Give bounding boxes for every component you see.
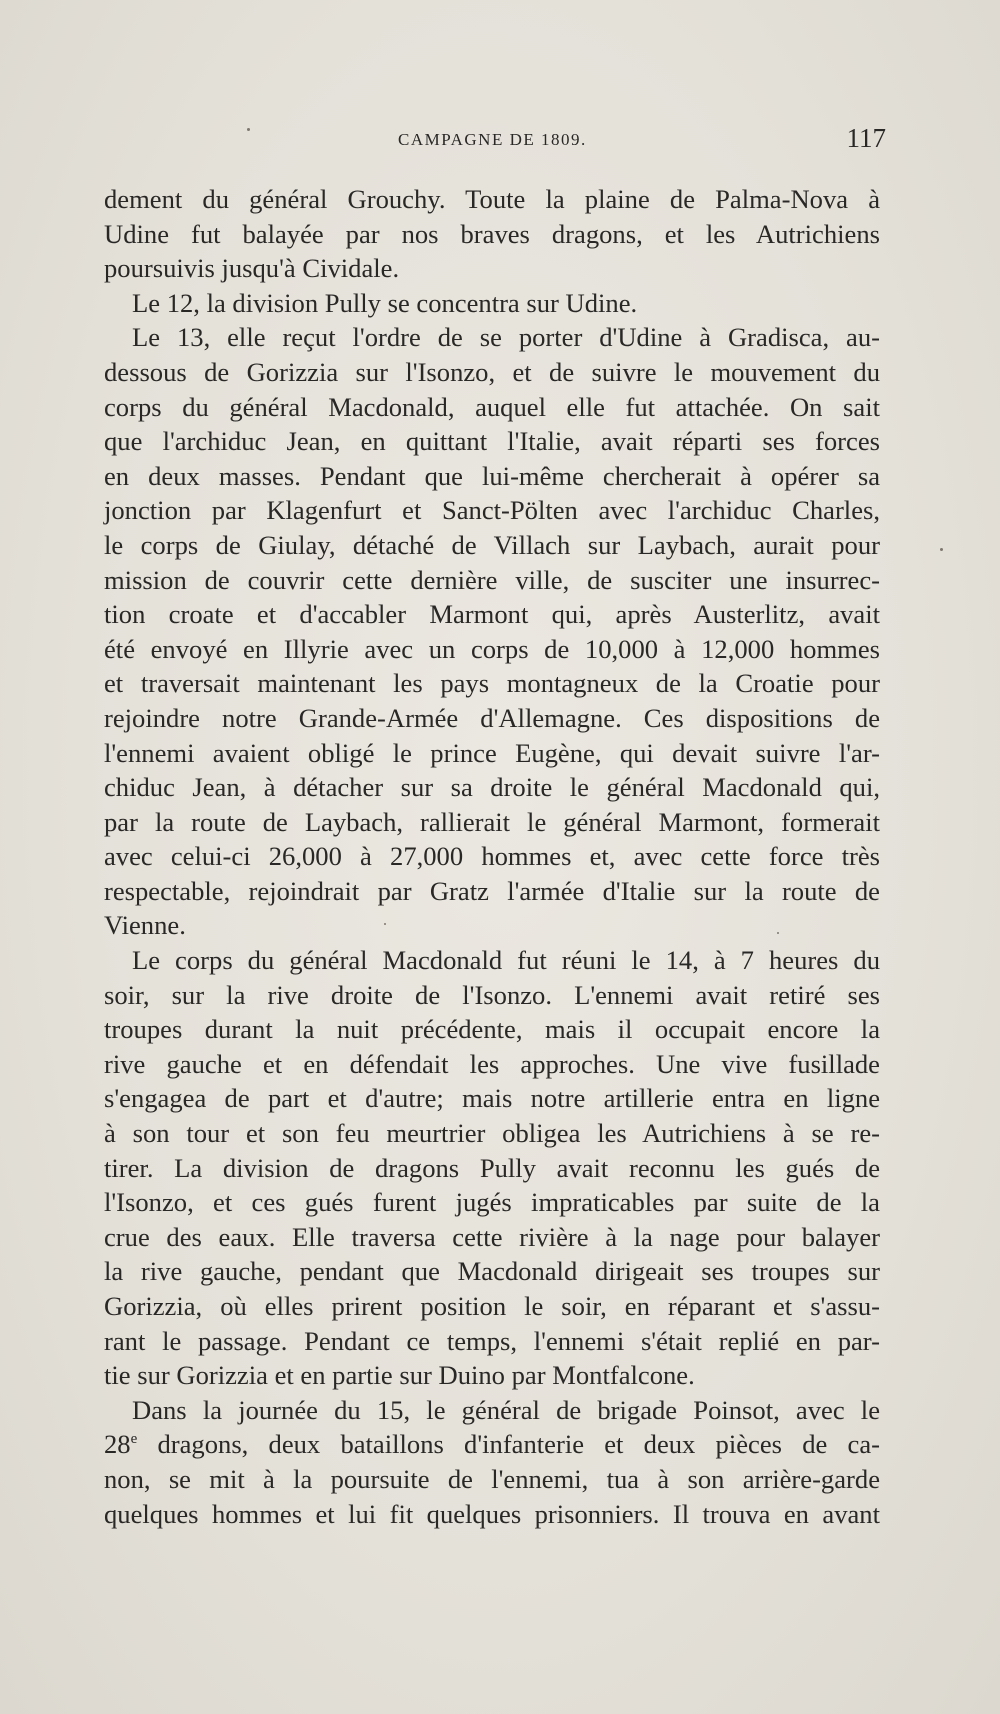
- text-line: tion croate et d'accabler Marmont qui, après Austerlitz, avait: [104, 599, 880, 630]
- text-line: soir, sur la rive droite de l'Isonzo. L'ennemi avait retiré ses: [104, 979, 880, 1010]
- text-line: tie sur Gorizzia et en partie sur Duino par Montfalcone.: [104, 1360, 695, 1391]
- text-line: s'engagea de part et d'autre; mais notre artillerie entra en ligne: [104, 1083, 880, 1114]
- text-line: Udine fut balayée par nos braves dragons, et les Autrichiens: [104, 218, 880, 249]
- text-line: et traversait maintenant les pays montagneux de la Croatie pour: [104, 668, 880, 699]
- line-rest-text: dragons, deux bataillons d'infanterie et deux pièces de ca-: [137, 1429, 880, 1460]
- page-header: [104, 123, 886, 158]
- text-line: par la route de Laybach, rallierait le général Marmont, formerait: [104, 806, 880, 837]
- text-line: tirer. La division de dragons Pully avait reconnu les gués de: [104, 1152, 880, 1183]
- text-line: Dans la journée du 15, le général de brigade Poinsot, avec le: [132, 1394, 880, 1425]
- text-line: crue des eaux. Elle traversa cette rivière à la nage pour balayer: [104, 1221, 880, 1252]
- text-line: troupes durant la nuit précédente, mais il occupait encore la: [104, 1014, 880, 1045]
- text-line: jonction par Klagenfurt et Sanct-Pölten avec l'archiduc Charles,: [104, 495, 880, 526]
- text-line: le corps de Giulay, détaché de Villach sur Laybach, aurait pour: [104, 529, 880, 560]
- text-line: rive gauche et en défendait les approches. Une vive fusillade: [104, 1048, 880, 1079]
- text-line: dement du général Grouchy. Toute la plaine de Palma-Nova à: [104, 184, 880, 214]
- text-line: poursuivis jusqu'à Cividale.: [104, 253, 400, 284]
- text-line: rejoindre notre Grande-Armée d'Allemagne. Ces dispositions de: [104, 702, 880, 733]
- paper-speck: [247, 128, 250, 131]
- paper-speck: [777, 932, 779, 934]
- text-line: [104, 1427, 880, 1462]
- text-line: été envoyé en Illyrie avec un corps de 10,000 à 12,000 hommes: [104, 633, 880, 664]
- text-line: respectable, rejoindrait par Gratz l'armée d'Italie sur la route de: [104, 875, 880, 906]
- text-line: que l'archiduc Jean, en quittant l'Italie, avait réparti ses forces: [104, 426, 880, 457]
- text-line: l'Isonzo, et ces gués furent jugés impraticables par suite de la: [104, 1187, 880, 1218]
- ordinal-superscript: e: [130, 1431, 138, 1448]
- text-line: avec celui-ci 26,000 à 27,000 hommes et, avec cette force très: [104, 841, 880, 872]
- text-line: à son tour et son feu meurtrier obligea les Autrichiens à se re-: [104, 1118, 880, 1149]
- text-line: Le 13, elle reçut l'ordre de se porter d'Udine à Gradisca, au-: [132, 322, 880, 353]
- text-line: la rive gauche, pendant que Macdonald dirigeait ses troupes sur: [104, 1256, 880, 1287]
- text-line: Vienne.: [104, 910, 186, 941]
- line-number-text: 28: [104, 1429, 131, 1460]
- text-line: quelques hommes et lui fit quelques prisonniers. Il trouva en avant: [104, 1498, 880, 1529]
- text-line: Le 12, la division Pully se concentra sur Udine.: [132, 287, 638, 318]
- body-text: [104, 182, 880, 1531]
- text-line: rant le passage. Pendant ce temps, l'ennemi s'était replié en par-: [104, 1325, 880, 1356]
- text-line: Le corps du général Macdonald fut réuni le 14, à 7 heures du: [132, 945, 880, 976]
- paper-speck: [384, 923, 386, 925]
- text-line: corps du général Macdonald, auquel elle fut attachée. On sait: [104, 391, 880, 422]
- page-number: 117: [846, 123, 886, 153]
- text-line: chiduc Jean, à détacher sur sa droite le général Macdonald qui,: [104, 772, 880, 803]
- text-line: l'ennemi avaient obligé le prince Eugène, qui devait suivre l'ar-: [104, 737, 880, 768]
- text-line: Gorizzia, où elles prirent position le soir, en réparant et s'assu-: [104, 1291, 880, 1321]
- text-line: en deux masses. Pendant que lui-même chercherait à opérer sa: [104, 460, 880, 491]
- paper-speck: [940, 548, 943, 551]
- text-line: mission de couvrir cette dernière ville, de susciter une insurrec-: [104, 564, 880, 595]
- text-line: non, se mit à la poursuite de l'ennemi, tua à son arrière-garde: [104, 1463, 880, 1494]
- running-title: CAMPAGNE DE 1809.: [398, 130, 587, 149]
- text-line: dessous de Gorizzia sur l'Isonzo, et de suivre le mouvement du: [104, 356, 880, 387]
